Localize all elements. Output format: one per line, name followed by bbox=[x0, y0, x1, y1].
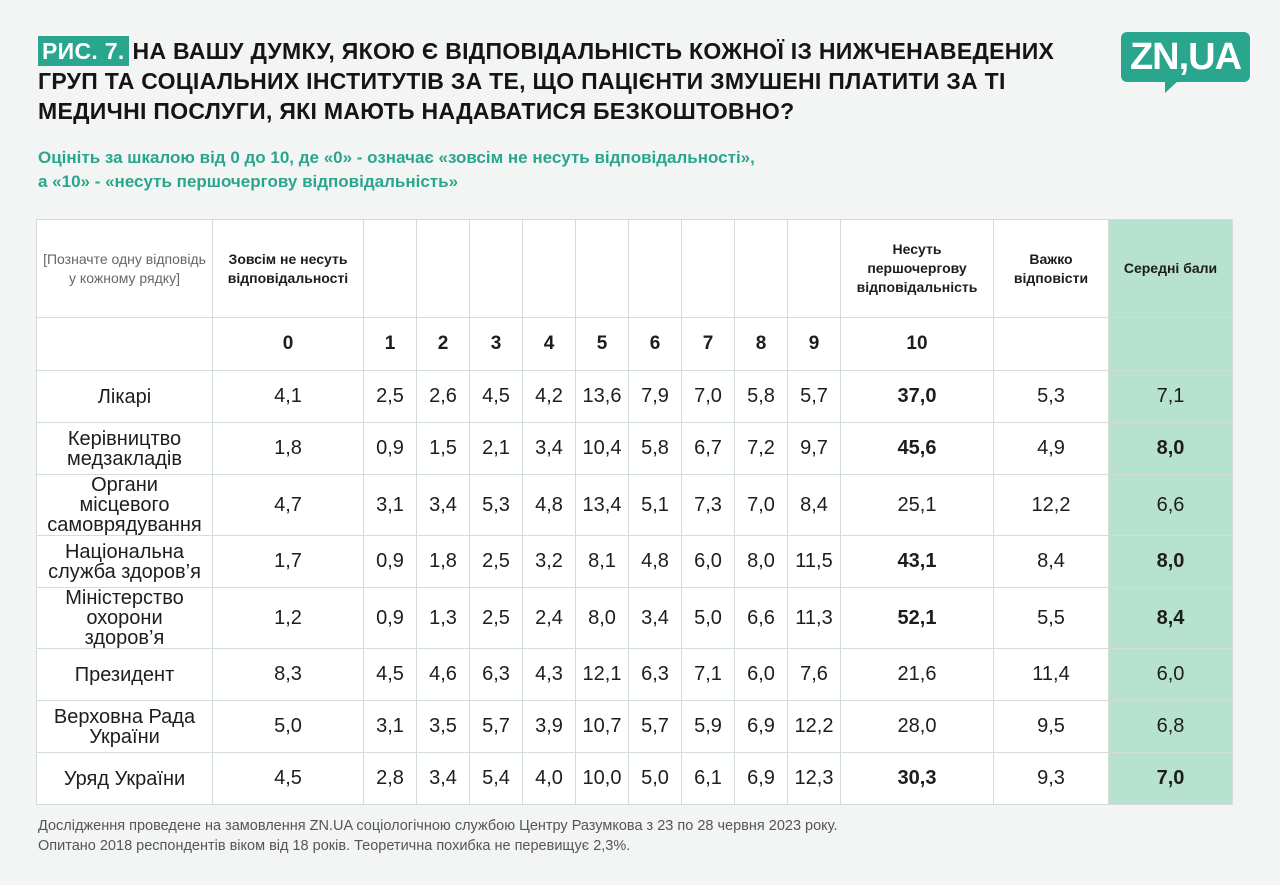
zn-ua-logo bbox=[1121, 32, 1250, 82]
value-cell-col-10: 28,0 bbox=[841, 701, 994, 753]
scale-label-1: 1 bbox=[364, 318, 417, 371]
table-row bbox=[37, 371, 1233, 423]
value-cell-col-4: 3,4 bbox=[523, 423, 576, 475]
value-cell-col-2: 1,8 bbox=[417, 536, 470, 588]
value-cell-col-9: 11,3 bbox=[788, 588, 841, 649]
scale-label-11 bbox=[994, 318, 1109, 371]
value-cell-col-2: 1,3 bbox=[417, 588, 470, 649]
scale-label-12 bbox=[1109, 318, 1233, 371]
row-label: Національна служба здоров’я bbox=[37, 536, 213, 588]
value-cell-col-5: 13,4 bbox=[576, 475, 629, 536]
value-cell-col-0: 1,2 bbox=[213, 588, 364, 649]
row-label: Органи місцевого самоврядування bbox=[37, 475, 213, 536]
value-cell-col-12: 8,0 bbox=[1109, 423, 1233, 475]
table-row bbox=[37, 753, 1233, 805]
column-header-11: Важко відповісти bbox=[994, 220, 1109, 318]
value-cell-col-1: 2,5 bbox=[364, 371, 417, 423]
value-cell-col-10: 25,1 bbox=[841, 475, 994, 536]
value-cell-col-3: 5,7 bbox=[470, 701, 523, 753]
value-cell-col-2: 2,6 bbox=[417, 371, 470, 423]
value-cell-col-12: 7,0 bbox=[1109, 753, 1233, 805]
value-cell-col-4: 4,2 bbox=[523, 371, 576, 423]
column-header-3 bbox=[470, 220, 523, 318]
logo-speech-tail bbox=[1165, 80, 1179, 93]
row-label: Лікарі bbox=[37, 371, 213, 423]
scale-label-2: 2 bbox=[417, 318, 470, 371]
footnote-line-1: Дослідження проведене на замовлення ZN.UA соціологічною службою Центру Разумкова з 23 по 28 червня 2023 року. bbox=[38, 818, 838, 834]
column-header-8 bbox=[735, 220, 788, 318]
instruction-note-cell: [Позначте одну відповідь у кожному рядку] bbox=[37, 220, 213, 318]
value-cell-col-8: 5,8 bbox=[735, 371, 788, 423]
value-cell-col-11: 11,4 bbox=[994, 649, 1109, 701]
value-cell-col-2: 1,5 bbox=[417, 423, 470, 475]
instruction-line-2: а «10» - «несуть першочергову відповідальність» bbox=[38, 172, 459, 191]
instruction-line-1: Оцініть за шкалою від 0 до 10, де «0» - означає «зовсім не несуть відповідальності», bbox=[38, 148, 755, 167]
value-cell-col-6: 7,9 bbox=[629, 371, 682, 423]
value-cell-col-0: 1,7 bbox=[213, 536, 364, 588]
value-cell-col-10: 21,6 bbox=[841, 649, 994, 701]
value-cell-col-8: 6,0 bbox=[735, 649, 788, 701]
value-cell-col-3: 2,1 bbox=[470, 423, 523, 475]
value-cell-col-3: 5,4 bbox=[470, 753, 523, 805]
value-cell-col-6: 6,3 bbox=[629, 649, 682, 701]
value-cell-col-0: 4,5 bbox=[213, 753, 364, 805]
scale-label-9: 9 bbox=[788, 318, 841, 371]
results-table-wrapper bbox=[36, 219, 1232, 805]
value-cell-col-7: 5,0 bbox=[682, 588, 735, 649]
value-cell-col-4: 4,3 bbox=[523, 649, 576, 701]
value-cell-col-3: 6,3 bbox=[470, 649, 523, 701]
value-cell-col-3: 2,5 bbox=[470, 588, 523, 649]
value-cell-col-1: 0,9 bbox=[364, 588, 417, 649]
value-cell-col-9: 12,3 bbox=[788, 753, 841, 805]
value-cell-col-7: 6,0 bbox=[682, 536, 735, 588]
value-cell-col-12: 6,6 bbox=[1109, 475, 1233, 536]
value-cell-col-10: 30,3 bbox=[841, 753, 994, 805]
value-cell-col-9: 11,5 bbox=[788, 536, 841, 588]
value-cell-col-7: 6,7 bbox=[682, 423, 735, 475]
value-cell-col-1: 0,9 bbox=[364, 536, 417, 588]
value-cell-col-0: 4,7 bbox=[213, 475, 364, 536]
logo-text: ZN,UA bbox=[1121, 32, 1250, 82]
value-cell-col-12: 8,4 bbox=[1109, 588, 1233, 649]
value-cell-col-6: 5,1 bbox=[629, 475, 682, 536]
value-cell-col-0: 4,1 bbox=[213, 371, 364, 423]
figure-title-text: НА ВАШУ ДУМКУ, ЯКОЮ Є ВІДПОВІДАЛЬНІСТЬ КОЖНОЇ ІЗ НИЖЧЕНАВЕДЕНИХ ГРУП ТА СОЦІАЛЬНИХ ІНСТИТУТІВ ЗА ТЕ, ЩО ПАЦІЄНТИ ЗМУШЕНІ ПЛАТИТИ ЗА ТІ МЕДИЧНІ ПОСЛУГИ, ЯКІ МАЮТЬ НАДАВАТИСЯ БЕЗКОШТОВНО? bbox=[38, 38, 1055, 124]
value-cell-col-1: 4,5 bbox=[364, 649, 417, 701]
table-row bbox=[37, 588, 1233, 649]
column-header-6 bbox=[629, 220, 682, 318]
table-row bbox=[37, 701, 1233, 753]
value-cell-col-10: 45,6 bbox=[841, 423, 994, 475]
table-row bbox=[37, 423, 1233, 475]
methodology-footnote bbox=[38, 816, 1138, 856]
column-header-0: Зовсім не несуть відповідальності bbox=[213, 220, 364, 318]
value-cell-col-0: 5,0 bbox=[213, 701, 364, 753]
value-cell-col-8: 6,6 bbox=[735, 588, 788, 649]
value-cell-col-9: 9,7 bbox=[788, 423, 841, 475]
scale-label-6: 6 bbox=[629, 318, 682, 371]
value-cell-col-6: 3,4 bbox=[629, 588, 682, 649]
value-cell-col-1: 0,9 bbox=[364, 423, 417, 475]
value-cell-col-3: 4,5 bbox=[470, 371, 523, 423]
scale-label-3: 3 bbox=[470, 318, 523, 371]
value-cell-col-9: 5,7 bbox=[788, 371, 841, 423]
value-cell-col-5: 13,6 bbox=[576, 371, 629, 423]
column-header-5 bbox=[576, 220, 629, 318]
value-cell-col-1: 2,8 bbox=[364, 753, 417, 805]
results-table bbox=[36, 219, 1233, 805]
value-cell-col-12: 7,1 bbox=[1109, 371, 1233, 423]
value-cell-col-6: 5,8 bbox=[629, 423, 682, 475]
row-label: Міністерство охорони здоров’я bbox=[37, 588, 213, 649]
value-cell-col-6: 4,8 bbox=[629, 536, 682, 588]
table-row bbox=[37, 475, 1233, 536]
value-cell-col-6: 5,0 bbox=[629, 753, 682, 805]
value-cell-col-11: 5,3 bbox=[994, 371, 1109, 423]
value-cell-col-3: 2,5 bbox=[470, 536, 523, 588]
scale-label-5: 5 bbox=[576, 318, 629, 371]
value-cell-col-7: 5,9 bbox=[682, 701, 735, 753]
row-label: Керівництво медзакладів bbox=[37, 423, 213, 475]
value-cell-col-2: 4,6 bbox=[417, 649, 470, 701]
value-cell-col-8: 6,9 bbox=[735, 753, 788, 805]
value-cell-col-12: 8,0 bbox=[1109, 536, 1233, 588]
value-cell-col-5: 10,0 bbox=[576, 753, 629, 805]
row-label: Президент bbox=[37, 649, 213, 701]
column-header-2 bbox=[417, 220, 470, 318]
value-cell-col-11: 5,5 bbox=[994, 588, 1109, 649]
table-body bbox=[37, 371, 1233, 805]
value-cell-col-10: 52,1 bbox=[841, 588, 994, 649]
value-cell-col-6: 5,7 bbox=[629, 701, 682, 753]
question-instruction bbox=[38, 146, 938, 194]
value-cell-col-2: 3,4 bbox=[417, 475, 470, 536]
value-cell-col-4: 4,8 bbox=[523, 475, 576, 536]
value-cell-col-12: 6,0 bbox=[1109, 649, 1233, 701]
scale-label-0: 0 bbox=[213, 318, 364, 371]
value-cell-col-2: 3,5 bbox=[417, 701, 470, 753]
column-header-9 bbox=[788, 220, 841, 318]
row-label: Верховна Рада України bbox=[37, 701, 213, 753]
value-cell-col-5: 10,7 bbox=[576, 701, 629, 753]
scale-corner-cell bbox=[37, 318, 213, 371]
value-cell-col-9: 8,4 bbox=[788, 475, 841, 536]
value-cell-col-11: 9,3 bbox=[994, 753, 1109, 805]
scale-row bbox=[37, 318, 1233, 371]
value-cell-col-8: 7,0 bbox=[735, 475, 788, 536]
footnote-line-2: Опитано 2018 респондентів віком від 18 років. Теоретична похибка не перевищує 2,3%. bbox=[38, 838, 631, 854]
value-cell-col-5: 8,0 bbox=[576, 588, 629, 649]
table-row bbox=[37, 649, 1233, 701]
scale-label-8: 8 bbox=[735, 318, 788, 371]
scale-label-7: 7 bbox=[682, 318, 735, 371]
value-cell-col-1: 3,1 bbox=[364, 475, 417, 536]
value-cell-col-8: 6,9 bbox=[735, 701, 788, 753]
scale-label-10: 10 bbox=[841, 318, 994, 371]
title-block bbox=[38, 36, 1098, 126]
figure-label: РИС. 7. bbox=[38, 36, 129, 66]
value-cell-col-3: 5,3 bbox=[470, 475, 523, 536]
value-cell-col-11: 8,4 bbox=[994, 536, 1109, 588]
value-cell-col-8: 7,2 bbox=[735, 423, 788, 475]
value-cell-col-9: 7,6 bbox=[788, 649, 841, 701]
value-cell-col-7: 6,1 bbox=[682, 753, 735, 805]
column-header-row bbox=[37, 220, 1233, 318]
value-cell-col-7: 7,3 bbox=[682, 475, 735, 536]
row-label: Уряд України bbox=[37, 753, 213, 805]
value-cell-col-4: 2,4 bbox=[523, 588, 576, 649]
value-cell-col-5: 10,4 bbox=[576, 423, 629, 475]
column-header-10: Несуть першочергову відповідальність bbox=[841, 220, 994, 318]
value-cell-col-11: 12,2 bbox=[994, 475, 1109, 536]
value-cell-col-4: 3,2 bbox=[523, 536, 576, 588]
value-cell-col-4: 4,0 bbox=[523, 753, 576, 805]
value-cell-col-1: 3,1 bbox=[364, 701, 417, 753]
scale-label-4: 4 bbox=[523, 318, 576, 371]
figure-title bbox=[38, 36, 1098, 126]
value-cell-col-12: 6,8 bbox=[1109, 701, 1233, 753]
value-cell-col-11: 4,9 bbox=[994, 423, 1109, 475]
value-cell-col-9: 12,2 bbox=[788, 701, 841, 753]
value-cell-col-2: 3,4 bbox=[417, 753, 470, 805]
value-cell-col-11: 9,5 bbox=[994, 701, 1109, 753]
column-header-12: Середні бали bbox=[1109, 220, 1233, 318]
value-cell-col-0: 8,3 bbox=[213, 649, 364, 701]
column-header-4 bbox=[523, 220, 576, 318]
value-cell-col-10: 37,0 bbox=[841, 371, 994, 423]
value-cell-col-0: 1,8 bbox=[213, 423, 364, 475]
value-cell-col-4: 3,9 bbox=[523, 701, 576, 753]
value-cell-col-5: 8,1 bbox=[576, 536, 629, 588]
column-header-1 bbox=[364, 220, 417, 318]
value-cell-col-7: 7,0 bbox=[682, 371, 735, 423]
value-cell-col-10: 43,1 bbox=[841, 536, 994, 588]
value-cell-col-8: 8,0 bbox=[735, 536, 788, 588]
value-cell-col-7: 7,1 bbox=[682, 649, 735, 701]
column-header-7 bbox=[682, 220, 735, 318]
value-cell-col-5: 12,1 bbox=[576, 649, 629, 701]
table-row bbox=[37, 536, 1233, 588]
